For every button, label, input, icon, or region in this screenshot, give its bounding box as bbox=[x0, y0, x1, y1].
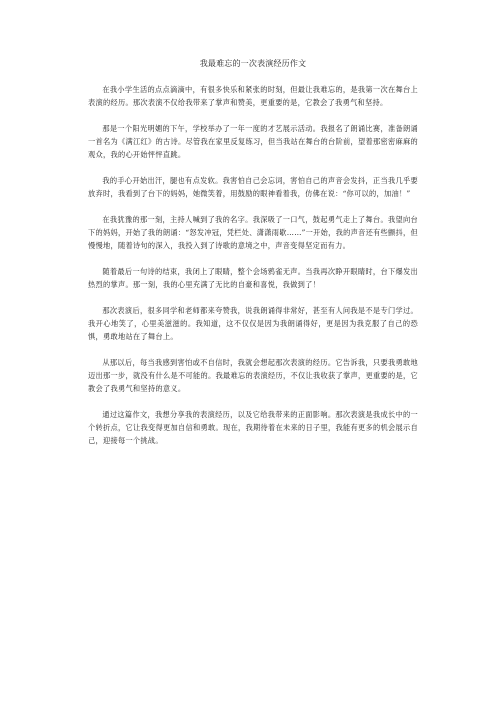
paragraph-5: 随着最后一句诗的结束，我闭上了眼睛，整个会场鸦雀无声。当我再次睁开眼睛时，台下爆发出热烈的掌声。那一刻，我的心里充满了无比的自豪和喜悦，我做到了！ bbox=[88, 267, 418, 289]
document-title: 我最难忘的一次表演经历作文 bbox=[199, 59, 307, 68]
paragraph-6: 那次表演后，很多同学和老师都来夸赞我，说我朗诵得非常好，甚至有人问我是不是专门学过。我开心地笑了，心里美滋滋的。我知道，这不仅仅是因为我朗诵得好，更是因为我克服了自己的恐惧，勇敢地站在了舞台上。 bbox=[88, 306, 418, 341]
paragraph-1: 在我小学生活的点点滴滴中，有很多快乐和紧张的时刻，但最让我难忘的，是我第一次在舞台上表演的经历。那次表演不仅给我带来了掌声和赞美，更重要的是，它教会了我勇气和坚持。 bbox=[88, 85, 418, 107]
paragraph-3: 我的手心开始出汗，腿也有点发软。我害怕自己会忘词，害怕自己的声音会发抖，正当我几乎要放弃时，我看到了台下的妈妈，她微笑着，用鼓励的眼神看着我，仿佛在说：“你可以的，加油！” bbox=[88, 176, 418, 198]
paragraph-4: 在我犹豫的那一刻，主持人喊到了我的名字。我深吸了一口气，鼓起勇气走上了舞台。我望向台下的妈妈，开始了我的朗诵：“怒发冲冠，凭栏处、潇潇雨歇……”一开始，我的声音还有些颤抖，但慢慢地，随着诗句的深入，我投入到了诗歌的意境之中，声音变得坚定而有力。 bbox=[88, 215, 418, 250]
paragraph-8: 通过这篇作文，我想分享我的表演经历，以及它给我带来的正面影响。那次表演是我成长中的一个转折点，它让我变得更加自信和勇敢。现在，我期待着在未来的日子里，我能有更多的机会展示自己，迎接每一个挑战。 bbox=[88, 410, 418, 445]
paragraph-7: 从那以后，每当我感到害怕或不自信时，我就会想起那次表演的经历。它告诉我，只要我勇敢地迈出那一步，就没有什么是不可能的。我最难忘的表演经历，不仅让我收获了掌声，更重要的是，它教会了我勇气和坚持的意义。 bbox=[88, 358, 418, 393]
paragraph-2: 那是一个阳光明媚的下午，学校举办了一年一度的才艺展示活动。我报名了朗诵比赛，准备朗诵一首名为《满江红》的古诗。尽管我在家里反复练习，但当我站在舞台的台阶前，望着那密密麻麻的观众，我的心开始怦怦直跳。 bbox=[88, 124, 418, 159]
